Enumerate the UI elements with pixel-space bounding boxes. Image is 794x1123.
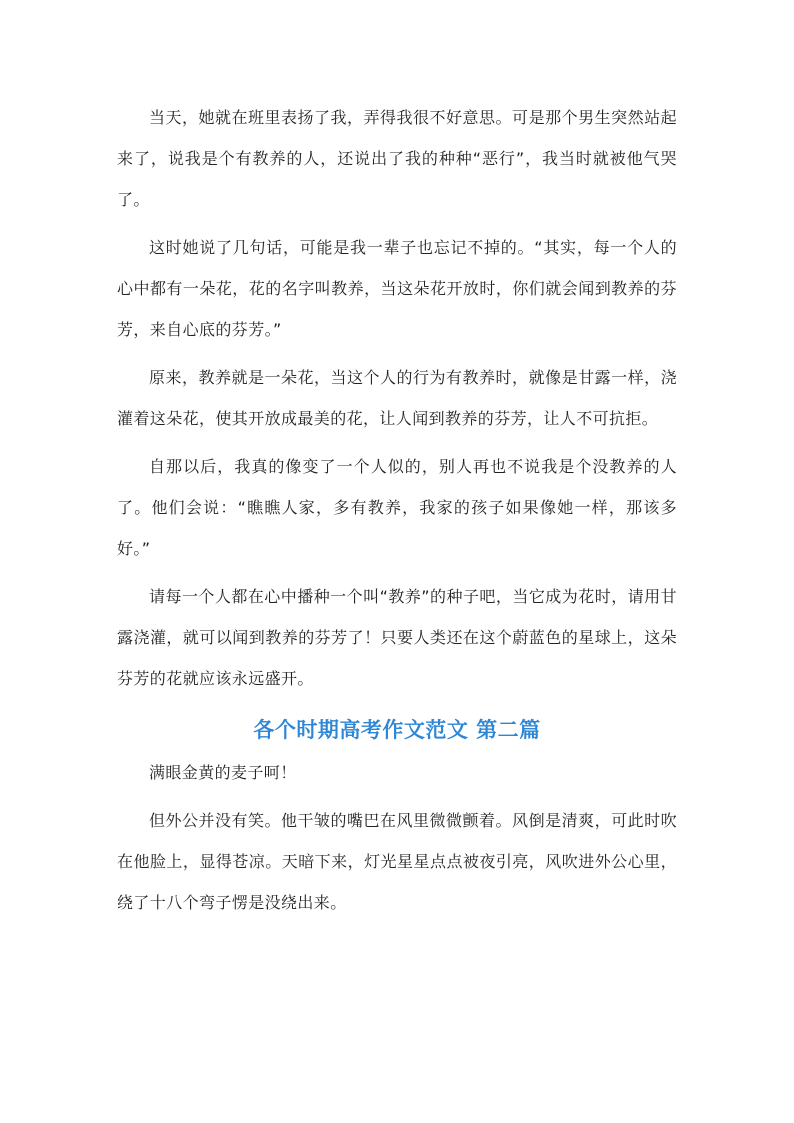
paragraph: 但外公并没有笑。他干皱的嘴巴在风里微微颤着。风倒是清爽，可此时吹在他脸上，显得苍凉。天暗下来，灯光星星点点被夜引亮，风吹进外公心里，绕了十八个弯子愣是没绕出来。 [117, 811, 677, 912]
paragraph: 自那以后，我真的像变了一个人似的，别人再也不说我是个没教养的人了。他们会说：“瞧瞧人家，多有教养，我家的孩子如果像她一样，那该多好。” [117, 457, 677, 558]
paragraph: 满眼金黄的麦子呵！ [149, 763, 297, 782]
paragraph: 这时她说了几句话，可能是我一辈子也忘记不掉的。“其实，每一个人的心中都有一朵花，花的名字叫教养，当这朵花开放时，你们就会闻到教养的芬芳，来自心底的芬芳。” [117, 238, 677, 339]
section-heading: 各个时期高考作文范文 第二篇 [253, 718, 541, 742]
paragraph: 请每一个人都在心中播种一个叫“教养”的种子吧，当它成为花时，请用甘露浇灌，就可以闻到教养的芬芳了！只要人类还在这个蔚蓝色的星球上，这朵芬芳的花就应该永远盛开。 [117, 587, 677, 688]
paragraph: 当天，她就在班里表扬了我，弄得我很不好意思。可是那个男生突然站起来了，说我是个有教养的人，还说出了我的种种“恶行”，我当时就被他气哭了。 [117, 108, 677, 209]
paragraph: 原来，教养就是一朵花，当这个人的行为有教养时，就像是甘露一样，浇灌着这朵花，使其开放成最美的花，让人闻到教养的芬芳，让人不可抗拒。 [117, 368, 677, 428]
document-body [117, 97, 677, 930]
